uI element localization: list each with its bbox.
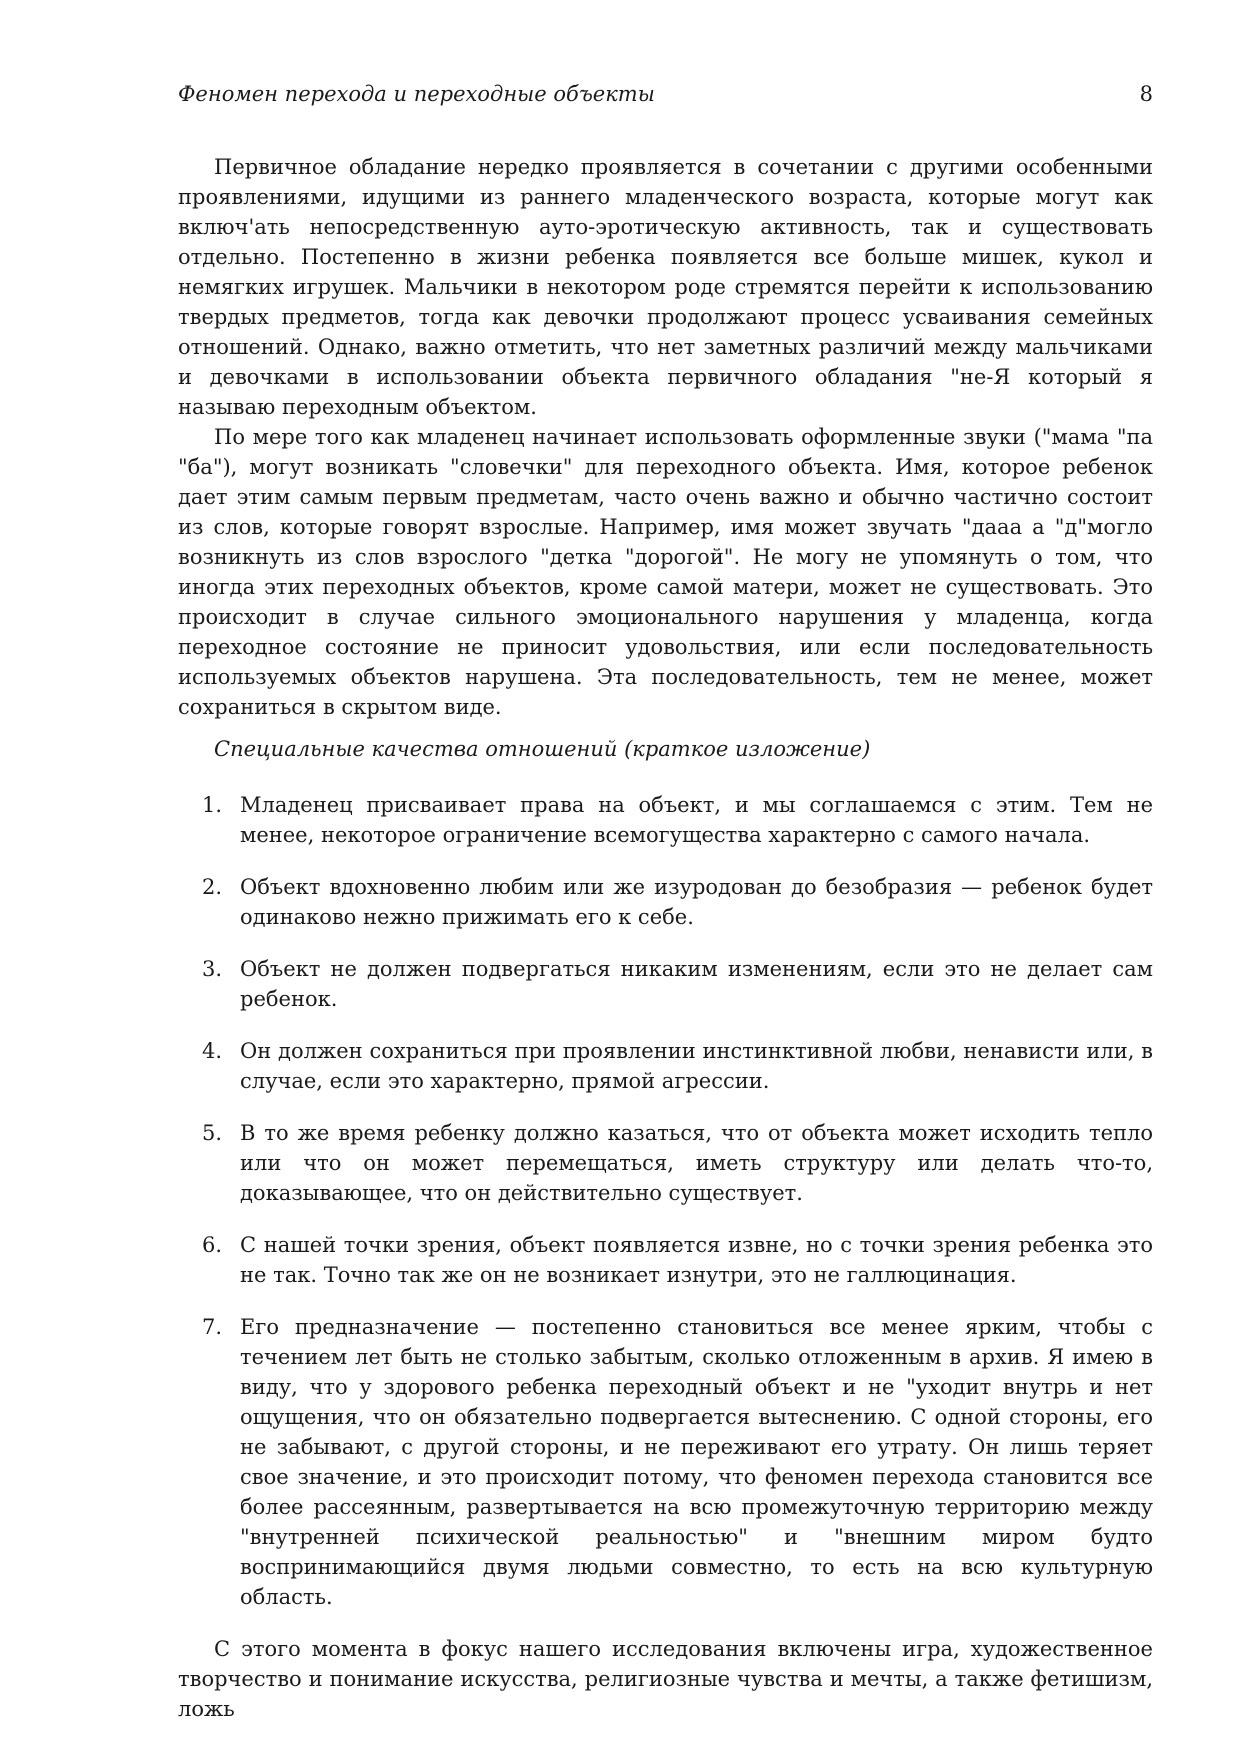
list-item-text: Объект не должен подвергаться никаким изменениям, если это не делает сам ребенок. bbox=[240, 957, 1153, 1011]
list-item-number: 7. bbox=[202, 1315, 223, 1339]
list-item-text: Младенец присваивает права на объект, и мы соглашаемся с этим. Тем не менее, некоторое ограничение всемогущества характерно с самого начала. bbox=[240, 793, 1153, 847]
qualities-list bbox=[178, 790, 1153, 1612]
list-item-text: Его предназначение — постепенно становиться все менее ярким, чтобы с течением лет быть не столько забытым, сколько отложенным в архив. Я имею в виду, что у здорового ребенка переходный объект и не "уходит внутрь и нет ощущения, что он обязательно подвергается вытеснению. С одной стороны, его не забывают, с другой стороны, и не переживают его утрату. Он лишь теряет свое значение, и это происходит потому, что феномен перехода становится все более рассеянным, развертывается на всю промежуточную территорию между "внутренней психической реальностью" и "внешним миром будто воспринимающийся двумя людьми совместно, то есть на всю культурную область. bbox=[240, 1315, 1153, 1609]
list-item-text: В то же время ребенку должно казаться, что от объекта может исходить тепло или что он может перемещаться, иметь структуру или делать что-то, доказывающее, что он действительно существует. bbox=[240, 1121, 1153, 1205]
running-header bbox=[178, 82, 1153, 122]
section-heading: Специальные качества отношений (краткое изложение) bbox=[214, 737, 871, 761]
list-item-text: Объект вдохновенно любим или же изуродован до безобразия — ребенок будет одинаково нежно прижимать его к себе. bbox=[240, 875, 1153, 929]
page-number: 8 bbox=[1139, 82, 1153, 106]
list-item-number: 1. bbox=[202, 793, 223, 817]
list-item bbox=[178, 872, 1153, 932]
list-item bbox=[178, 1230, 1153, 1290]
list-item-number: 4. bbox=[202, 1039, 223, 1063]
list-item bbox=[178, 954, 1153, 1014]
running-title: Феномен перехода и переходные объекты bbox=[178, 82, 655, 106]
list-item-number: 6. bbox=[202, 1233, 223, 1257]
list-item-text: С нашей точки зрения, объект появляется извне, но с точки зрения ребенка это не так. Точно так же он не возникает изнутри, это не галлюцинация. bbox=[240, 1233, 1153, 1287]
document-page bbox=[178, 82, 1153, 1724]
body-text bbox=[178, 152, 1153, 1724]
paragraph-2: По мере того как младенец начинает использовать оформленные звуки ("мама "па "ба"), могут возникать "словечки" для переходного объекта. Имя, которое ребенок дает этим самым первым предметам, часто очень важно и обычно частично состоит из слов, которые говорят взрослые. Например, имя может звучать "дааа а "д"могло возникнуть из слов взрослого "детка "дорогой". Не могу не упомянуть о том, что иногда этих переходных объектов, кроме самой матери, может не существовать. Это происходит в случае сильного эмоционального нарушения у младенца, когда переходное состояние не приносит удовольствия, или если последовательность используемых объектов нарушена. Эта последовательность, тем не менее, может сохраниться в скрытом виде. bbox=[178, 425, 1153, 719]
list-item-number: 3. bbox=[202, 957, 223, 981]
list-item bbox=[178, 1118, 1153, 1208]
list-item-number: 5. bbox=[202, 1121, 223, 1145]
closing-paragraph: С этого момента в фокус нашего исследования включены игра, художественное творчество и понимание искусства, религиозные чувства и мечты, а также фетишизм, ложь bbox=[178, 1637, 1153, 1721]
list-item-text: Он должен сохраниться при проявлении инстинктивной любви, ненависти или, в случае, если это характерно, прямой агрессии. bbox=[240, 1039, 1153, 1093]
list-item bbox=[178, 1312, 1153, 1612]
list-item bbox=[178, 790, 1153, 850]
paragraph-1: Первичное обладание нередко проявляется в сочетании с другими особенными проявлениями, идущими из раннего младенческого возраста, которые могут как включ'ать непосредственную ауто-эротическую активность, так и существовать отдельно. Постепенно в жизни ребенка появляется все больше мишек, кукол и немягких игрушек. Мальчики в некотором роде стремятся перейти к использованию твердых предметов, тогда как девочки продолжают процесс усваивания семейных отношений. Однако, важно отметить, что нет заметных различий между мальчиками и девочками в использовании объекта первичного обладания "не-Я который я называю переходным объектом. bbox=[178, 155, 1153, 419]
list-item bbox=[178, 1036, 1153, 1096]
list-item-number: 2. bbox=[202, 875, 223, 899]
